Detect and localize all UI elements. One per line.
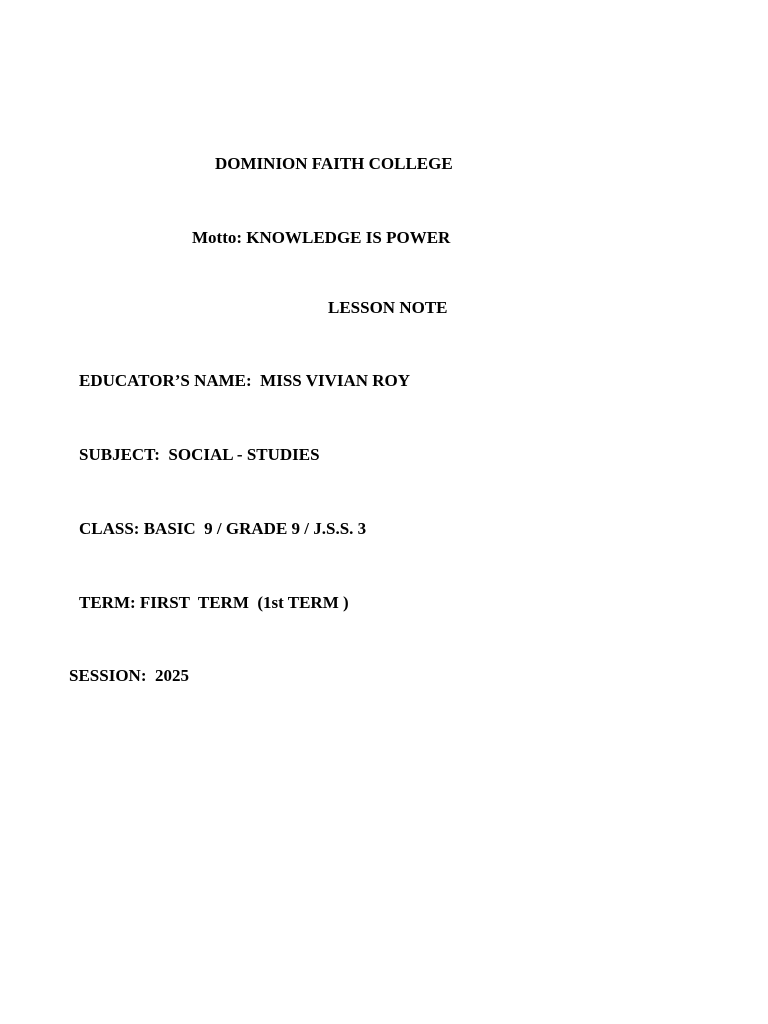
subject-line: SUBJECT: SOCIAL - STUDIES bbox=[79, 445, 320, 464]
school-name: DOMINION FAITH COLLEGE bbox=[215, 154, 453, 173]
session-line: SESSION: 2025 bbox=[69, 666, 189, 685]
term-line: TERM: FIRST TERM (1st TERM ) bbox=[79, 593, 349, 612]
class-line: CLASS: BASIC 9 / GRADE 9 / J.S.S. 3 bbox=[79, 519, 367, 538]
educator-name: EDUCATOR’S NAME: MISS VIVIAN ROY bbox=[79, 371, 411, 390]
document-title: LESSON NOTE bbox=[328, 298, 448, 317]
school-motto: Motto: KNOWLEDGE IS POWER bbox=[192, 228, 451, 247]
